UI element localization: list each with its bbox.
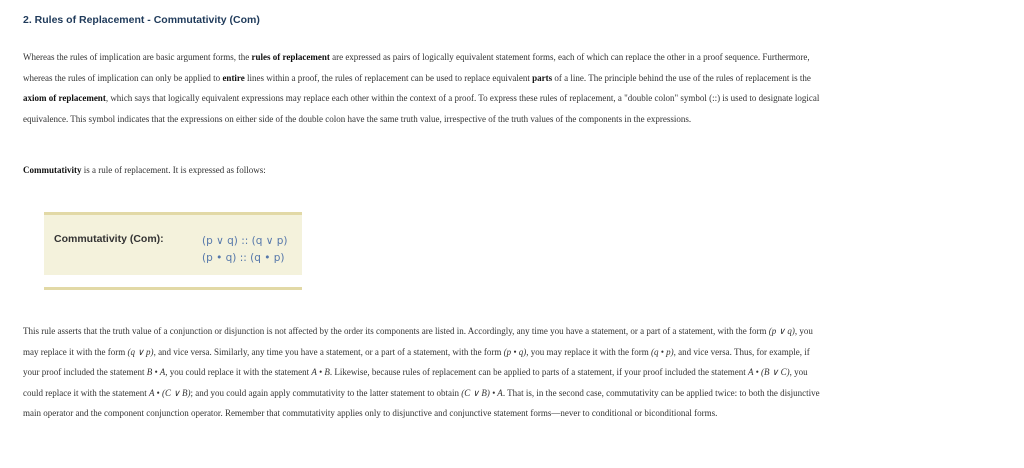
term-rules-of-replacement: rules of replacement [251, 52, 330, 62]
rule-form-disjunction: (p ∨ q) :: (q ∨ p) [202, 235, 288, 247]
rule-form-conjunction: (p • q) :: (q • p) [202, 252, 285, 264]
rule-box [44, 212, 302, 275]
term-axiom-of-replacement: axiom of replacement [23, 93, 106, 104]
term-entire: entire [222, 72, 245, 83]
formula-c-or-b-and-a: (C ∨ B) • A [461, 387, 503, 398]
statement-paragraph [23, 160, 823, 181]
explanation-text-7: . Likewise, because rules of replacement can be applied to parts of a statement, if your proof included the statement [329, 367, 749, 378]
rule-label: Commutativity (Com): [54, 233, 164, 245]
rule-divider [44, 287, 302, 290]
statement-text: is a rule of replacement. It is expressed as follows: [81, 165, 266, 175]
intro-text-1: Whereas the rules of implication are basic argument forms, the [23, 52, 252, 62]
formula-q-and-p: (q • p) [651, 346, 674, 357]
formula-a-and-c-or-b: A • (C ∨ B) [148, 387, 191, 398]
intro-paragraph [23, 47, 823, 129]
explanation-text-4: , you may replace it with the form [526, 346, 651, 357]
intro-text-4: of a line. The principle behind the use of the rules of replacement is the [552, 72, 811, 83]
explanation-text-1: This rule asserts that the truth value of a conjunction or disjunction is not affected by the order its components are listed in. Accordingly, any time you have a statement, or a part of a statement, with the form [23, 326, 769, 336]
intro-text-2: are expressed as pairs of logically equivalent statement forms, each of which can replace the other in a proof sequence. Furthermore, whereas the rules of implication can only be applied to [23, 52, 810, 83]
explanation-text-8: , you could replace it with the statement [23, 367, 808, 398]
section-title: 2. Rules of Replacement - Commutativity (Com) [23, 14, 260, 26]
formula-p-or-q: (p ∨ q) [768, 326, 795, 336]
explanation-text-10: . That is, in the second case, commutativity can be applied twice: to both the disjunctive main operator and the component conjunction operator. Remember that commutativity applies only to disjunctive and conjunctive statement forms—never to conditional or biconditional forms. [23, 387, 820, 419]
explanation-text-6: , you could replace it with the statement [165, 367, 312, 378]
formula-a-and-b-or-c: A • (B ∨ C) [748, 367, 790, 378]
intro-text-3: lines within a proof, the rules of replacement can be used to replace equivalent [244, 72, 533, 83]
explanation-text-5: , and vice versa. Thus, for example, if your proof included the statement [23, 346, 810, 378]
term-parts: parts [532, 72, 553, 83]
explanation-text-3: , and vice versa. Similarly, any time you have a statement, or a part of a statement, with the form [153, 346, 504, 357]
rule-forms [202, 233, 288, 267]
explanation-paragraph [23, 321, 823, 424]
intro-text-5: , which says that logically equivalent expressions may replace each other within the context of a proof. To express these rules of replacement, a "double colon" symbol (::) is used to designate logical equivalence. This symbol indicates that the expressions on either side of the double colon have the same truth value, irrespective of the truth values of the components in the expressions. [23, 93, 820, 124]
explanation-text-2: , you may replace it with the form [23, 326, 813, 357]
term-commutativity: Commutativity [23, 165, 82, 175]
formula-b-and-a: B • A [146, 367, 166, 378]
formula-a-and-b: A • B [311, 367, 330, 378]
formula-p-and-q: (p • q) [503, 346, 527, 357]
explanation-text-9: ; and you could again apply commutativity to the latter statement to obtain [190, 387, 462, 398]
formula-q-or-p: (q ∨ p) [127, 346, 154, 357]
